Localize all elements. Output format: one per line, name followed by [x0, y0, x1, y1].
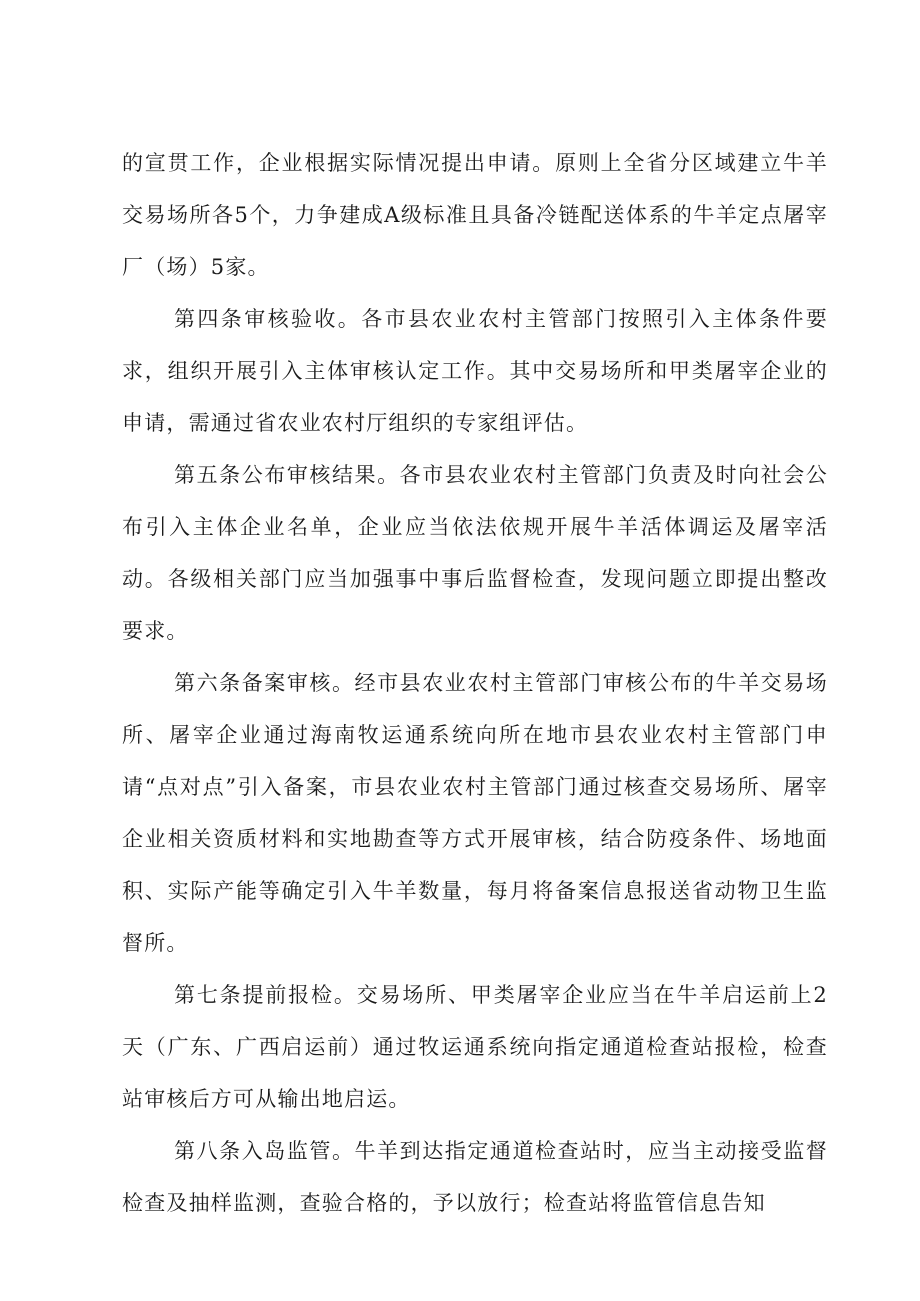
paragraph-article-6: 第六条备案审核。经市县农业农村主管部门审核公布的牛羊交易场所、屠宰企业通过海南牧运通系统向所在地市县农业农村主管部门申请“点对点”引入备案，市县农业农村主管部门通过核查交易场所、屠宰企业相关资质材料和实地勘查等方式开展审核，结合防疫条件、场地面积、实际产能等确定引入牛羊数量，每月将备案信息报送省动物卫生监督所。 — [122, 671, 828, 955]
paragraph-continuation: 的宣贯工作，企业根据实际情况提出申请。原则上全省分区域建立牛羊交易场所各5个，力争建成A级标准且具备冷链配送体系的牛羊定点屠宰厂（场）5家。 — [122, 151, 828, 279]
paragraph-article-5: 第五条公布审核结果。各市县农业农村主管部门负责及时向社会公布引入主体企业名单，企业应当依法依规开展牛羊活体调运及屠宰活动。各级相关部门应当加强事中事后监督检查，发现问题立即提出整改要求。 — [122, 463, 828, 643]
document-body — [122, 137, 828, 1229]
paragraph-article-7: 第七条提前报检。交易场所、甲类屠宰企业应当在牛羊启运前上2天（广东、广西启运前）通过牧运通系统向指定通道检查站报检，检查站审核后方可从输出地启运。 — [122, 983, 828, 1111]
paragraph-article-4: 第四条审核验收。各市县农业农村主管部门按照引入主体条件要求，组织开展引入主体审核认定工作。其中交易场所和甲类屠宰企业的申请，需通过省农业农村厅组织的专家组评估。 — [122, 307, 828, 435]
paragraph-article-8: 第八条入岛监管。牛羊到达指定通道检查站时，应当主动接受监督检查及抽样监测，查验合格的，予以放行；检查站将监管信息告知 — [122, 1139, 828, 1215]
